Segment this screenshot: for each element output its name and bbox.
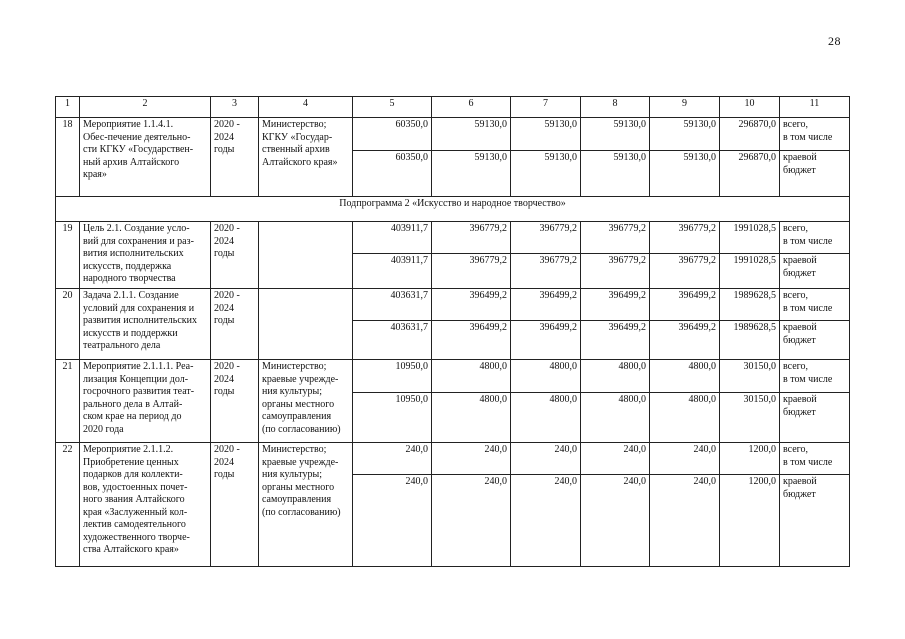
value-2024: 59130,0 (650, 151, 720, 197)
funding-source: краевой бюджет (780, 475, 850, 567)
value-total: 1991028,5 (720, 254, 780, 289)
value-2023: 59130,0 (581, 151, 650, 197)
period: 2020 - 2024 годы (211, 118, 259, 197)
col-header-1: 1 (56, 97, 80, 118)
value-2020: 60350,0 (353, 151, 432, 197)
col-header-7: 7 (511, 97, 581, 118)
budget-table (55, 96, 850, 567)
header-row (56, 97, 850, 118)
value-2021: 4800,0 (432, 393, 511, 443)
measure-name: Мероприятие 2.1.1.2. Приобретение ценных подарков для коллекти- вов, удостоенных почет- ного звания Алтайского края «Заслуженный кол- лектив самодеятельного художественного творче- ства Алтайского края» (80, 443, 211, 567)
row-number: 21 (56, 360, 80, 443)
row-number: 18 (56, 118, 80, 197)
period: 2020 - 2024 годы (211, 443, 259, 567)
value-2021: 240,0 (432, 475, 511, 567)
value-2022: 396779,2 (511, 222, 581, 254)
value-2023: 396499,2 (581, 289, 650, 321)
value-2022: 396499,2 (511, 321, 581, 360)
measure-name: Цель 2.1. Создание усло- вий для сохранения и раз- вития исполнительских искусств, поддержка народного творчества (80, 222, 211, 289)
funding-source: краевой бюджет (780, 254, 850, 289)
value-2022: 396779,2 (511, 254, 581, 289)
value-2024: 240,0 (650, 475, 720, 567)
value-2022: 59130,0 (511, 118, 581, 151)
funding-source: всего, в том числе (780, 118, 850, 151)
executor: Министерство; КГКУ «Государ- ственный архив Алтайского края» (259, 118, 353, 197)
funding-source: всего, в том числе (780, 360, 850, 393)
value-total: 1989628,5 (720, 321, 780, 360)
col-header-3: 3 (211, 97, 259, 118)
value-2023: 4800,0 (581, 393, 650, 443)
col-header-9: 9 (650, 97, 720, 118)
value-2020: 403911,7 (353, 222, 432, 254)
value-2021: 396779,2 (432, 254, 511, 289)
value-2024: 396499,2 (650, 321, 720, 360)
value-2022: 59130,0 (511, 151, 581, 197)
value-2024: 240,0 (650, 443, 720, 475)
value-total: 296870,0 (720, 118, 780, 151)
value-2024: 4800,0 (650, 393, 720, 443)
table-row (56, 222, 850, 254)
value-2024: 396779,2 (650, 254, 720, 289)
funding-source: краевой бюджет (780, 393, 850, 443)
row-number: 20 (56, 289, 80, 360)
table-row (56, 289, 850, 321)
measure-name: Задача 2.1.1. Создание условий для сохранения и развития исполнительских искусств и поддержки театрального дела (80, 289, 211, 360)
executor (259, 222, 353, 289)
funding-source: краевой бюджет (780, 321, 850, 360)
funding-source: всего, в том числе (780, 222, 850, 254)
value-2024: 396779,2 (650, 222, 720, 254)
period: 2020 - 2024 годы (211, 360, 259, 443)
value-2021: 396779,2 (432, 222, 511, 254)
executor (259, 289, 353, 360)
value-2023: 396499,2 (581, 321, 650, 360)
value-2023: 396779,2 (581, 222, 650, 254)
value-2023: 240,0 (581, 475, 650, 567)
measure-name: Мероприятие 1.1.4.1. Обес-печение деятельно- сти КГКУ «Государствен- ный архив Алтайского края» (80, 118, 211, 197)
value-2020: 403911,7 (353, 254, 432, 289)
table-row (56, 360, 850, 393)
table-row (56, 118, 850, 151)
col-header-5: 5 (353, 97, 432, 118)
executor: Министерство; краевые учрежде- ния культуры; органы местного самоуправления (по согласованию) (259, 360, 353, 443)
col-header-10: 10 (720, 97, 780, 118)
value-2021: 4800,0 (432, 360, 511, 393)
period: 2020 - 2024 годы (211, 289, 259, 360)
value-2023: 240,0 (581, 443, 650, 475)
value-2020: 240,0 (353, 443, 432, 475)
value-total: 1991028,5 (720, 222, 780, 254)
value-2020: 10950,0 (353, 393, 432, 443)
col-header-4: 4 (259, 97, 353, 118)
col-header-8: 8 (581, 97, 650, 118)
funding-source: всего, в том числе (780, 289, 850, 321)
funding-source: краевой бюджет (780, 151, 850, 197)
value-2024: 396499,2 (650, 289, 720, 321)
value-2021: 59130,0 (432, 151, 511, 197)
value-2021: 240,0 (432, 443, 511, 475)
subprogram-row (56, 197, 850, 222)
value-2022: 396499,2 (511, 289, 581, 321)
value-2022: 240,0 (511, 475, 581, 567)
value-total: 1200,0 (720, 475, 780, 567)
value-2020: 60350,0 (353, 118, 432, 151)
value-2020: 240,0 (353, 475, 432, 567)
col-header-6: 6 (432, 97, 511, 118)
value-2020: 10950,0 (353, 360, 432, 393)
value-total: 296870,0 (720, 151, 780, 197)
value-total: 1989628,5 (720, 289, 780, 321)
value-2021: 396499,2 (432, 321, 511, 360)
table-row (56, 443, 850, 475)
executor: Министерство; краевые учрежде- ния культуры; органы местного самоуправления (по согласованию) (259, 443, 353, 567)
row-number: 22 (56, 443, 80, 567)
value-2020: 403631,7 (353, 321, 432, 360)
subprogram-title: Подпрограмма 2 «Искусство и народное творчество» (56, 197, 850, 222)
value-2022: 4800,0 (511, 360, 581, 393)
value-2022: 240,0 (511, 443, 581, 475)
value-total: 30150,0 (720, 360, 780, 393)
col-header-2: 2 (80, 97, 211, 118)
value-2024: 59130,0 (650, 118, 720, 151)
value-2020: 403631,7 (353, 289, 432, 321)
value-2023: 59130,0 (581, 118, 650, 151)
value-2023: 396779,2 (581, 254, 650, 289)
period: 2020 - 2024 годы (211, 222, 259, 289)
value-total: 1200,0 (720, 443, 780, 475)
value-2021: 396499,2 (432, 289, 511, 321)
value-2021: 59130,0 (432, 118, 511, 151)
measure-name: Мероприятие 2.1.1.1. Реа- лизация Концепции дол- госрочного развития теат- рального дела в Алтай- ском крае на период до 2020 года (80, 360, 211, 443)
row-number: 19 (56, 222, 80, 289)
value-total: 30150,0 (720, 393, 780, 443)
col-header-11: 11 (780, 97, 850, 118)
value-2024: 4800,0 (650, 360, 720, 393)
funding-source: всего, в том числе (780, 443, 850, 475)
value-2023: 4800,0 (581, 360, 650, 393)
page-number: 28 (828, 34, 841, 48)
value-2022: 4800,0 (511, 393, 581, 443)
